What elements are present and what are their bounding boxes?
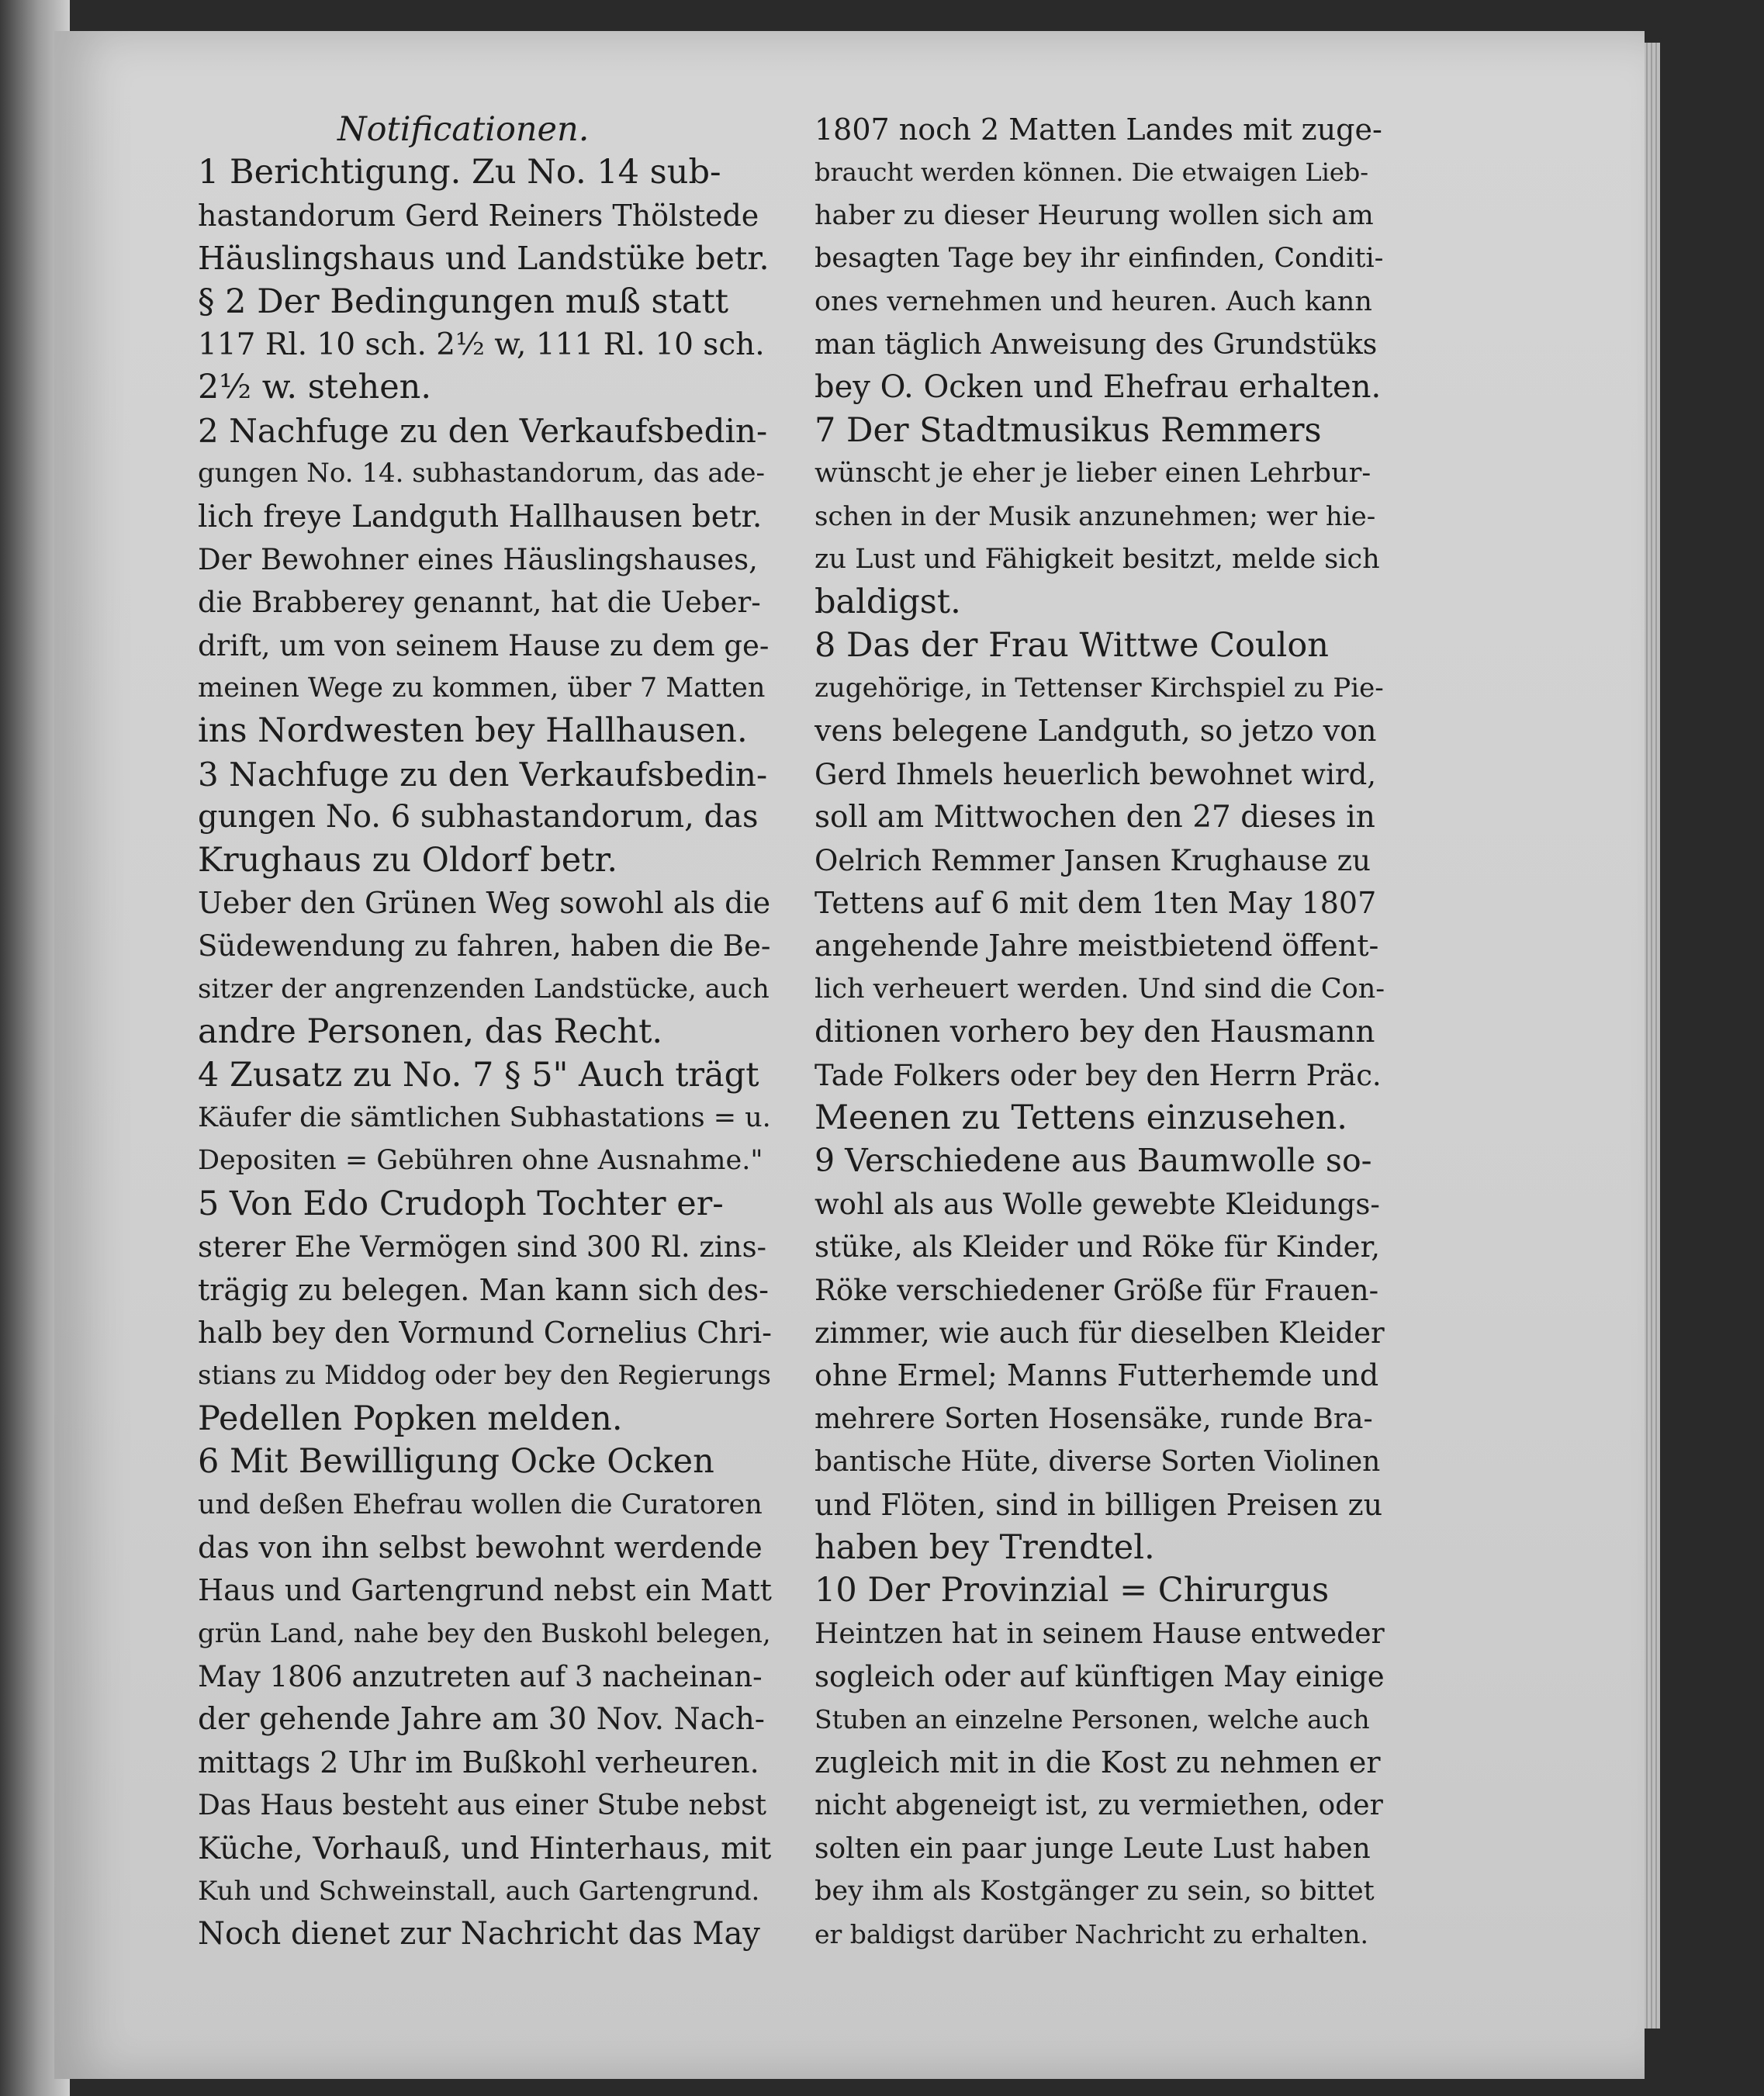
- text-line: 3 Nachfuge zu den Verkaufsbedin-: [198, 755, 768, 794]
- text-line: May 1806 anzutreten auf 3 nacheinan-: [198, 1660, 763, 1694]
- text-line: halb bey den Vormund Cornelius Chri-: [198, 1315, 772, 1350]
- text-line: 1807 noch 2 Matten Landes mit zuge-: [815, 112, 1382, 147]
- text-line: Tade Folkers oder bey den Herrn Präc.: [815, 1058, 1382, 1092]
- text-line: 6 Mit Bewilligung Ocke Ocken: [198, 1442, 714, 1482]
- text-line: Heintzen hat in seinem Hause entweder: [815, 1617, 1385, 1650]
- text-line: Tettens auf 6 mit dem 1ten May 1807: [815, 886, 1377, 921]
- text-line: hastandorum Gerd Reiners Thölstede: [198, 198, 759, 233]
- text-line: bey ihm als Kostgänger zu sein, so bittet: [815, 1876, 1375, 1907]
- text-line: Ueber den Grünen Weg sowohl als die: [198, 886, 771, 921]
- text-line: nicht abgeneigt ist, zu vermiethen, oder: [815, 1790, 1383, 1822]
- text-line: zugleich mit in die Kost zu nehmen er: [815, 1745, 1381, 1780]
- text-line: braucht werden können. Die etwaigen Lieb-: [815, 157, 1369, 188]
- text-line: 2½ w. stehen.: [198, 368, 432, 407]
- text-line: Meenen zu Tettens einzusehen.: [815, 1098, 1347, 1137]
- text-line: man täglich Anweisung des Grundstüks: [815, 328, 1378, 361]
- text-line: bey O. Ocken und Ehefrau erhalten.: [815, 369, 1382, 406]
- text-line: haber zu dieser Heurung wollen sich am: [815, 199, 1374, 231]
- text-line: Stuben an einzelne Personen, welche auch: [815, 1704, 1370, 1735]
- text-line: Noch dienet zur Nachricht das May: [198, 1916, 760, 1952]
- text-line: mittags 2 Uhr im Bußkohl verheuren.: [198, 1745, 759, 1780]
- text-line: stians zu Middog oder bey den Regierungs: [198, 1360, 771, 1392]
- text-line: mehrere Sorten Hosensäke, runde Bra-: [815, 1403, 1373, 1435]
- text-line: Depositen = Gebühren ohne Ausnahme.": [198, 1145, 763, 1177]
- text-line: ins Nordwesten bey Hallhausen.: [198, 711, 748, 751]
- text-line: Röke verschiedener Größe für Frauen-: [815, 1273, 1379, 1307]
- text-line: vens belegene Landguth, so jetzo von: [815, 714, 1377, 749]
- text-line: schen in der Musik anzunehmen; wer hie-: [815, 500, 1376, 532]
- text-line: gungen No. 14. subhastandorum, das ade-: [198, 458, 765, 489]
- text-line: grün Land, nahe bey den Buskohl belegen,: [198, 1617, 771, 1649]
- text-line: Der Bewohner eines Häuslingshauses,: [198, 542, 758, 576]
- text-line: trägig zu belegen. Man kann sich des-: [198, 1272, 769, 1307]
- text-line: Gerd Ihmels heuerlich bewohnet wird,: [815, 757, 1377, 791]
- left-text-column: [198, 109, 772, 1956]
- text-line: 117 Rl. 10 sch. 2½ w, 111 Rl. 10 sch.: [198, 327, 765, 362]
- text-line: sogleich oder auf künftigen May einige: [815, 1660, 1385, 1694]
- text-line: Käufer die sämtlichen Subhastations = u.: [198, 1102, 771, 1133]
- text-line: Südewendung zu fahren, haben die Be-: [198, 929, 771, 963]
- text-line: solten ein paar junge Leute Lust haben: [815, 1832, 1371, 1865]
- text-line: 9 Verschiedene aus Baumwolle so-: [815, 1142, 1372, 1180]
- text-line: bantische Hüte, diverse Sorten Violinen: [815, 1446, 1381, 1479]
- text-line: sitzer der angrenzenden Landstücke, auch: [198, 973, 770, 1005]
- text-line: Häuslingshaus und Landstüke betr.: [198, 240, 770, 278]
- text-line: 8 Das der Frau Wittwe Coulon: [815, 625, 1329, 665]
- text-line: besagten Tage bey ihr einfinden, Conditi-: [815, 243, 1384, 275]
- text-line: wohl als aus Wolle gewebte Kleidungs-: [815, 1187, 1380, 1221]
- text-line: angehende Jahre meistbietend öffent-: [815, 929, 1379, 963]
- text-line: haben bey Trendtel.: [815, 1527, 1155, 1567]
- text-line: baldigst.: [815, 583, 961, 622]
- text-line: Notificationen.: [337, 110, 590, 149]
- text-line: der gehende Jahre am 30 Nov. Nach-: [198, 1702, 765, 1738]
- text-line: wünscht je eher je lieber einen Lehrbur-: [815, 458, 1371, 489]
- text-line: stüke, als Kleider und Röke für Kinder,: [815, 1230, 1380, 1264]
- text-line: lich verheuert werden. Und sind die Con-: [815, 973, 1385, 1005]
- right-text-column: [815, 109, 1385, 1956]
- text-line: zugehörige, in Tettenser Kirchspiel zu Pie-: [815, 673, 1384, 704]
- text-line: andre Personen, das Recht.: [198, 1012, 663, 1052]
- text-line: zimmer, wie auch für dieselben Kleider: [815, 1316, 1385, 1350]
- text-line: ditionen vorhero bey den Hausmann: [815, 1015, 1375, 1050]
- text-line: 1 Berichtigung. Zu No. 14 sub-: [198, 153, 721, 192]
- text-line: ohne Ermel; Manns Futterhemde und: [815, 1358, 1379, 1393]
- text-line: Pedellen Popken melden.: [198, 1399, 623, 1438]
- text-line: Das Haus besteht aus einer Stube nebst: [198, 1790, 767, 1822]
- text-line: 10 Der Provinzial = Chirurgus: [815, 1571, 1330, 1610]
- text-line: 4 Zusatz zu No. 7 § 5" Auch trägt: [198, 1055, 759, 1095]
- text-line: das von ihn selbst bewohnt werdende: [198, 1530, 763, 1565]
- text-line: § 2 Der Bedingungen muß statt: [198, 282, 729, 321]
- text-line: drift, um von seinem Hause zu dem ge-: [198, 628, 770, 662]
- text-line: 2 Nachfuge zu den Verkaufsbedin-: [198, 411, 768, 450]
- text-line: ones vernehmen und heuren. Auch kann: [815, 285, 1372, 317]
- text-line: Oelrich Remmer Jansen Krughause zu: [815, 843, 1371, 877]
- text-line: gungen No. 6 subhastandorum, das: [198, 799, 759, 835]
- text-line: Krughaus zu Oldorf betr.: [198, 840, 617, 880]
- text-line: Kuh und Schweinstall, auch Gartengrund.: [198, 1876, 760, 1907]
- text-line: und deßen Ehefrau wollen die Curatoren: [198, 1489, 763, 1520]
- text-line: Küche, Vorhauß, und Hinterhaus, mit: [198, 1831, 772, 1866]
- text-line: 7 Der Stadtmusikus Remmers: [815, 410, 1322, 450]
- text-line: Haus und Gartengrund nebst ein Matt: [198, 1573, 772, 1608]
- text-line: zu Lust und Fähigkeit besitzt, melde sich: [815, 543, 1380, 575]
- text-line: und Flöten, sind in billigen Preisen zu: [815, 1487, 1383, 1522]
- text-line: die Brabberey genannt, hat die Ueber-: [198, 586, 761, 620]
- text-line: 5 Von Edo Crudoph Tochter er-: [198, 1184, 724, 1223]
- text-line: meinen Wege zu kommen, über 7 Matten: [198, 673, 766, 704]
- text-line: sterer Ehe Vermögen sind 300 Rl. zins-: [198, 1230, 767, 1264]
- text-line: lich freye Landguth Hallhausen betr.: [198, 499, 763, 534]
- text-line: er baldigst darüber Nachricht zu erhalten.: [815, 1919, 1368, 1950]
- text-line: soll am Mittwochen den 27 dieses in: [815, 800, 1375, 835]
